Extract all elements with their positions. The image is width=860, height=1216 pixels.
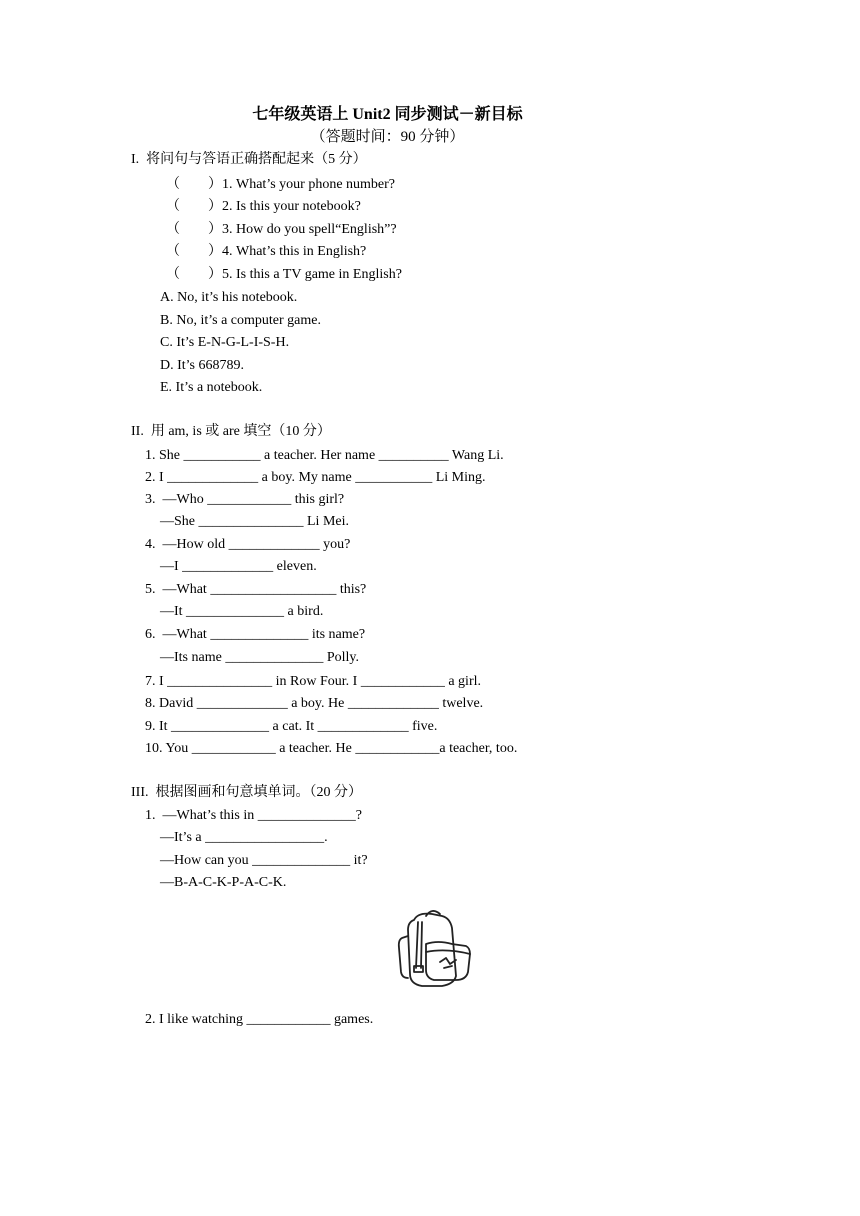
fill-line: 9. It ______________ a cat. It _____________ five.: [145, 719, 438, 734]
fill-line: 2. I like watching ____________ games.: [145, 1012, 374, 1027]
fill-line: 3. —Who ____________ this girl?: [145, 492, 345, 507]
fill-line: —It’s a _________________.: [160, 830, 328, 845]
matching-question-3: （ ）3. How do you spell“English”?: [166, 222, 397, 237]
fill-line: 2. I _____________ a boy. My name ___________ Li Ming.: [145, 470, 486, 485]
page-subtitle: （答题时间：90 分钟）: [310, 129, 465, 145]
fill-line: —How can you ______________ it?: [160, 853, 368, 868]
matching-question-1: （ ）1. What’s your phone number?: [166, 177, 396, 192]
fill-line: —It ______________ a bird.: [160, 604, 324, 619]
fill-line: 4. —How old _____________ you?: [145, 537, 351, 552]
backpack-icon: [396, 906, 476, 990]
fill-line: 7. I _______________ in Row Four. I ____________ a girl.: [145, 674, 481, 689]
matching-question-2: （ ）2. Is this your notebook?: [166, 199, 361, 214]
matching-answer-d: D. It’s 668789.: [160, 358, 244, 373]
fill-line: 6. —What ______________ its name?: [145, 627, 366, 642]
page-title: 七年级英语上 Unit2 同步测试－新目标: [252, 106, 523, 123]
matching-question-5: （ ）5. Is this a TV game in English?: [166, 267, 402, 282]
fill-line: —She _______________ Li Mei.: [160, 514, 349, 529]
fill-line: 1. —What’s this in ______________?: [145, 808, 362, 823]
matching-question-4: （ ）4. What’s this in English?: [166, 244, 367, 259]
section-1-heading: I. 将问句与答语正确搭配起来（5 分）: [131, 152, 367, 167]
fill-line: —I _____________ eleven.: [160, 559, 317, 574]
matching-answer-b: B. No, it’s a computer game.: [160, 313, 321, 328]
section-2-heading: II. 用 am, is 或 are 填空（10 分）: [131, 424, 331, 439]
fill-line: 8. David _____________ a boy. He _____________ twelve.: [145, 696, 484, 711]
section-3-heading: III. 根据图画和句意填单词。（20 分）: [131, 785, 362, 800]
fill-line: 5. —What __________________ this?: [145, 582, 367, 597]
fill-line: 10. You ____________ a teacher. He ____________a teacher, too.: [145, 741, 518, 756]
matching-answer-e: E. It’s a notebook.: [160, 380, 263, 395]
fill-line: —Its name ______________ Polly.: [160, 650, 359, 665]
matching-answer-a: A. No, it’s his notebook.: [160, 290, 298, 305]
fill-line: —B-A-C-K-P-A-C-K.: [160, 875, 287, 890]
fill-line: 1. She ___________ a teacher. Her name __________ Wang Li.: [145, 448, 504, 463]
matching-answer-c: C. It’s E-N-G-L-I-S-H.: [160, 335, 290, 350]
